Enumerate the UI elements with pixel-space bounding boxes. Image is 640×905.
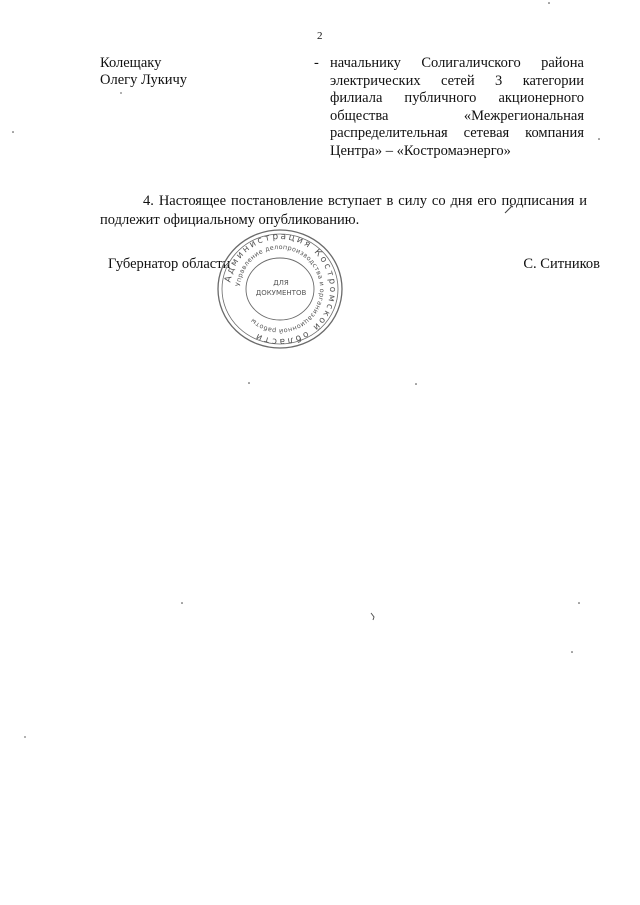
signer-name: С. Ситников (523, 256, 600, 272)
recipient-given-names: Олегу Лукичу (100, 72, 188, 88)
official-seal-stamp (215, 227, 345, 351)
recipient-position (330, 55, 584, 161)
recipient-dash: - (314, 55, 319, 71)
recipient-entry (100, 55, 600, 165)
stamp-center-line-2: ДОКУМЕНТОВ (255, 289, 307, 297)
scan-speck (415, 383, 417, 385)
ink-mark (370, 612, 376, 621)
position-line: общества «Межрегиональная (330, 107, 584, 124)
scan-speck (181, 602, 183, 604)
stamp-center-line-1: ДЛЯ (273, 279, 289, 287)
scan-speck (578, 602, 580, 604)
position-line: Центра» – «Костромаэнерго» (330, 142, 511, 159)
position-line: электрических сетей 3 категории (330, 72, 584, 89)
scan-speck (12, 131, 14, 133)
scan-speck (571, 651, 573, 653)
recipient-surname: Колещаку (100, 55, 162, 71)
position-line: начальнику Солигаличского района (330, 55, 584, 71)
scan-speck (598, 138, 600, 140)
page-number: 2 (317, 30, 323, 42)
stamp-outer-text: Администрация Костромской области (223, 231, 338, 347)
scan-speck (548, 2, 550, 4)
scan-speck (120, 92, 122, 94)
pen-mark (504, 204, 514, 214)
scan-speck (248, 382, 250, 384)
position-line: филиала публичного акционерного (330, 90, 584, 107)
position-line: распределительная сетевая компания (330, 125, 584, 142)
signature-row (108, 256, 600, 276)
signer-title: Губернатор области (108, 256, 231, 272)
recipient-name (100, 55, 300, 89)
effective-date-paragraph: 4. Настоящее постановление вступает в силу со дня его подписания и подлежит официальному опубликованию. (100, 192, 587, 228)
scan-speck (24, 736, 26, 738)
stamp-inner-text: Управление делопроизводства и организационной работы (234, 242, 327, 336)
